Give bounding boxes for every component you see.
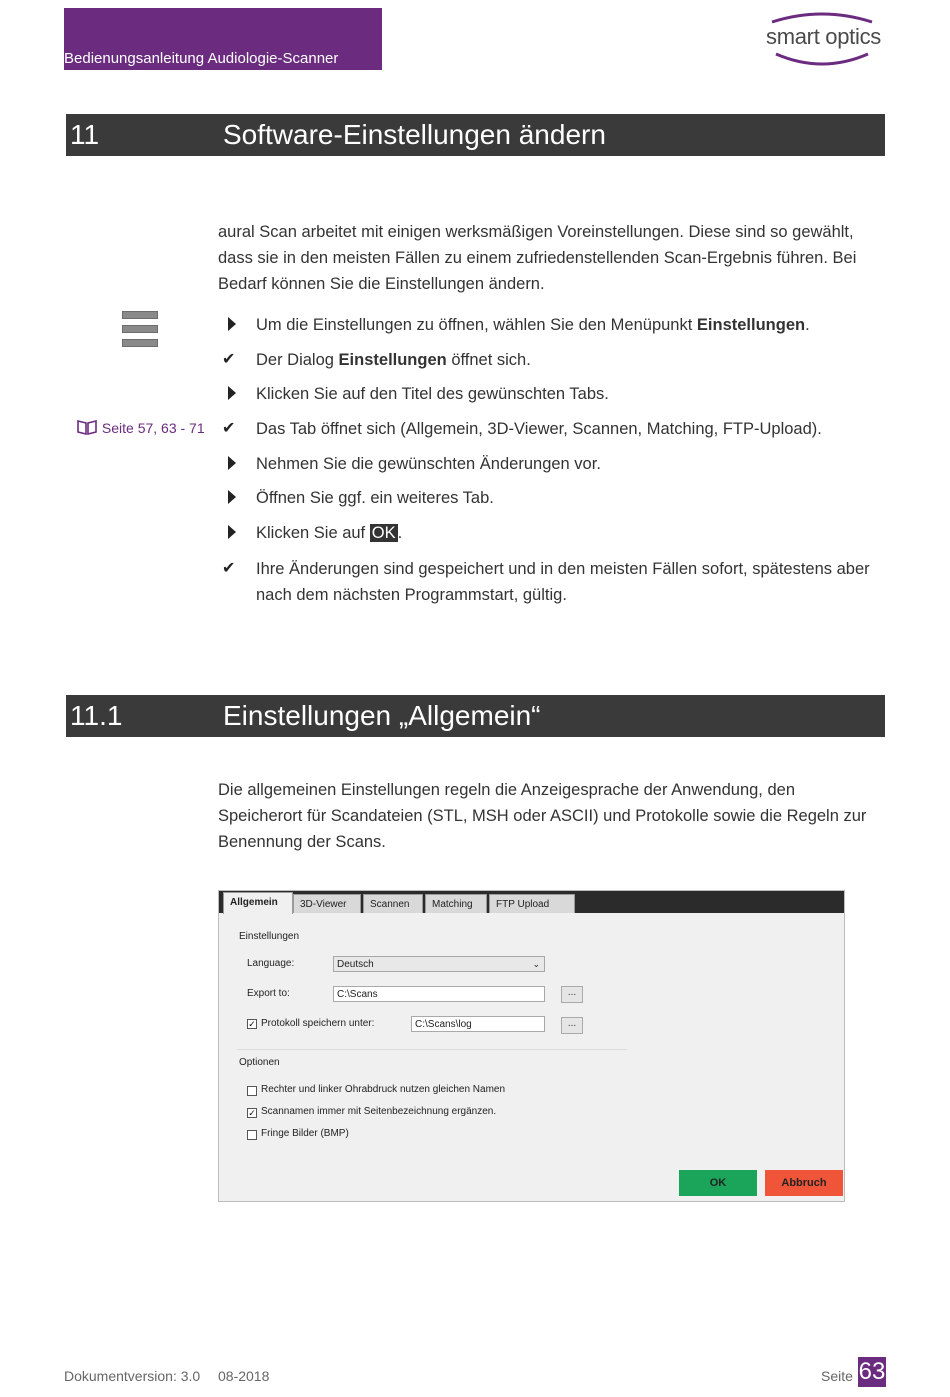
option-fringe-label: Fringe Bilder (BMP) [261, 1128, 349, 1139]
menu-icon [122, 311, 158, 347]
group-einstellungen-label: Einstellungen [239, 931, 300, 942]
language-label: Language: [247, 958, 295, 969]
option-same-name-label: Rechter und linker Ohrabdruck nutzen gleichen Namen [261, 1084, 506, 1095]
option-fringe-checkbox[interactable] [247, 1130, 257, 1140]
logo-text: smart optics [766, 24, 881, 49]
page-label: Seite [821, 1368, 853, 1384]
step-text: Öffnen Sie ggf. ein weiteres Tab. [256, 489, 494, 507]
step-text: Ihre Änderungen sind gespeichert und in den meisten Fällen sofort, spätestens aber nach dem nächsten Programmstart, gültig. [256, 560, 870, 604]
step-action [222, 451, 882, 477]
export-label: Export to: [247, 988, 290, 999]
step-action [222, 520, 882, 546]
header-band [64, 8, 382, 70]
step-text: . [805, 316, 810, 334]
step-text: . [397, 524, 403, 542]
settings-dialog-screenshot [218, 890, 845, 1202]
step-text: Klicken Sie auf den Titel des gewünschten Tabs. [256, 385, 609, 403]
export-path-field[interactable]: C:\Scans [333, 986, 545, 1002]
step-result [222, 416, 882, 442]
step-text: Das Tab öffnet sich (Allgemein, 3D-Viewer, Scannen, Matching, FTP-Upload). [256, 420, 822, 438]
triangle-right-icon [222, 381, 242, 407]
chevron-down-icon: ⌄ [532, 959, 540, 969]
subsection-intro: Die allgemeinen Einstellungen regeln die Anzeigesprache der Anwendung, den Speicherort für Scandateien (STL, MSH oder ASCII) und Protokolle sowie die Regeln zur Benennung der Scans. [218, 781, 867, 851]
group-optionen-label: Optionen [239, 1057, 280, 1068]
triangle-right-icon [222, 312, 242, 338]
checkmark-icon: ✔ [222, 420, 236, 437]
step-text: Nehmen Sie die gewünschten Änderungen vor. [256, 455, 601, 473]
step-text: Um die Einstellungen zu öffnen, wählen Sie den Menüpunkt [256, 316, 697, 334]
page-reference [76, 418, 205, 438]
step-action [222, 312, 882, 338]
step-result [222, 347, 882, 373]
subsection-title: Einstellungen „Allgemein“ [223, 700, 541, 731]
option-side-suffix-checkbox[interactable]: ✓ [248, 1108, 256, 1118]
tab-scannen[interactable]: Scannen [363, 894, 423, 913]
protokoll-label: Protokoll speichern unter: [261, 1018, 375, 1029]
section-intro: aural Scan arbeitet mit einigen werksmäßigen Voreinstellungen. Diese sind so gewählt, dass sie in den meisten Fällen zu einem zufriedenstellenden Scan-Ergebnis führen. Bei Bedarf können Sie die Einstellungen ändern. [218, 223, 857, 293]
checkmark-icon: ✔ [222, 351, 236, 368]
page-reference-text: Seite 57, 63 - 71 [101, 420, 205, 436]
smart-optics-logo [752, 8, 892, 70]
document-version: Dokumentversion: 3.0 [64, 1368, 201, 1384]
document-title: Bedienungsanleitung Audiologie-Scanner [64, 50, 339, 67]
cancel-button[interactable]: Abbruch [765, 1170, 843, 1196]
option-side-suffix-label: Scannamen immer mit Seitenbezeichnung ergänzen. [261, 1106, 497, 1117]
export-browse-button[interactable]: ... [561, 986, 583, 1003]
step-bold: Einstellungen [696, 316, 806, 334]
section-title: Software-Einstellungen ändern [223, 119, 606, 150]
book-icon [76, 419, 98, 435]
section-number: 11 [70, 119, 100, 150]
step-text: Der Dialog [256, 351, 339, 369]
tab-3d-viewer[interactable]: 3D-Viewer [293, 894, 361, 913]
triangle-right-icon [222, 520, 242, 546]
tab-ftp-upload[interactable]: FTP Upload [489, 894, 575, 913]
language-select[interactable] [333, 956, 545, 972]
language-value: Deutsch [337, 959, 374, 970]
document-date: 08-2018 [218, 1368, 270, 1384]
tab-allgemein[interactable]: Allgemein [223, 892, 293, 914]
triangle-right-icon [222, 485, 242, 511]
subsection-heading-bar [66, 695, 885, 737]
group-divider [237, 1049, 627, 1050]
protokoll-browse-button[interactable]: ... [561, 1017, 583, 1034]
step-text: öffnet sich. [446, 351, 531, 369]
checkmark-icon: ✔ [222, 560, 236, 577]
section-heading-bar [66, 114, 885, 156]
step-bold: Einstellungen [338, 351, 447, 369]
subsection-number: 11.1 [70, 700, 123, 731]
triangle-right-icon [222, 451, 242, 477]
protokoll-path-field[interactable]: C:\Scans\log [411, 1016, 545, 1032]
step-result [222, 556, 882, 608]
step-action [222, 485, 882, 511]
step-action [222, 381, 882, 407]
tab-matching[interactable]: Matching [425, 894, 487, 913]
step-text: Klicken Sie auf [256, 524, 370, 542]
ok-button[interactable]: OK [679, 1170, 757, 1196]
page-number: 63 [858, 1358, 886, 1385]
option-same-name-checkbox[interactable] [247, 1086, 257, 1096]
protokoll-checkbox[interactable]: ✓ [248, 1019, 256, 1029]
ok-button-label: OK [371, 524, 396, 542]
